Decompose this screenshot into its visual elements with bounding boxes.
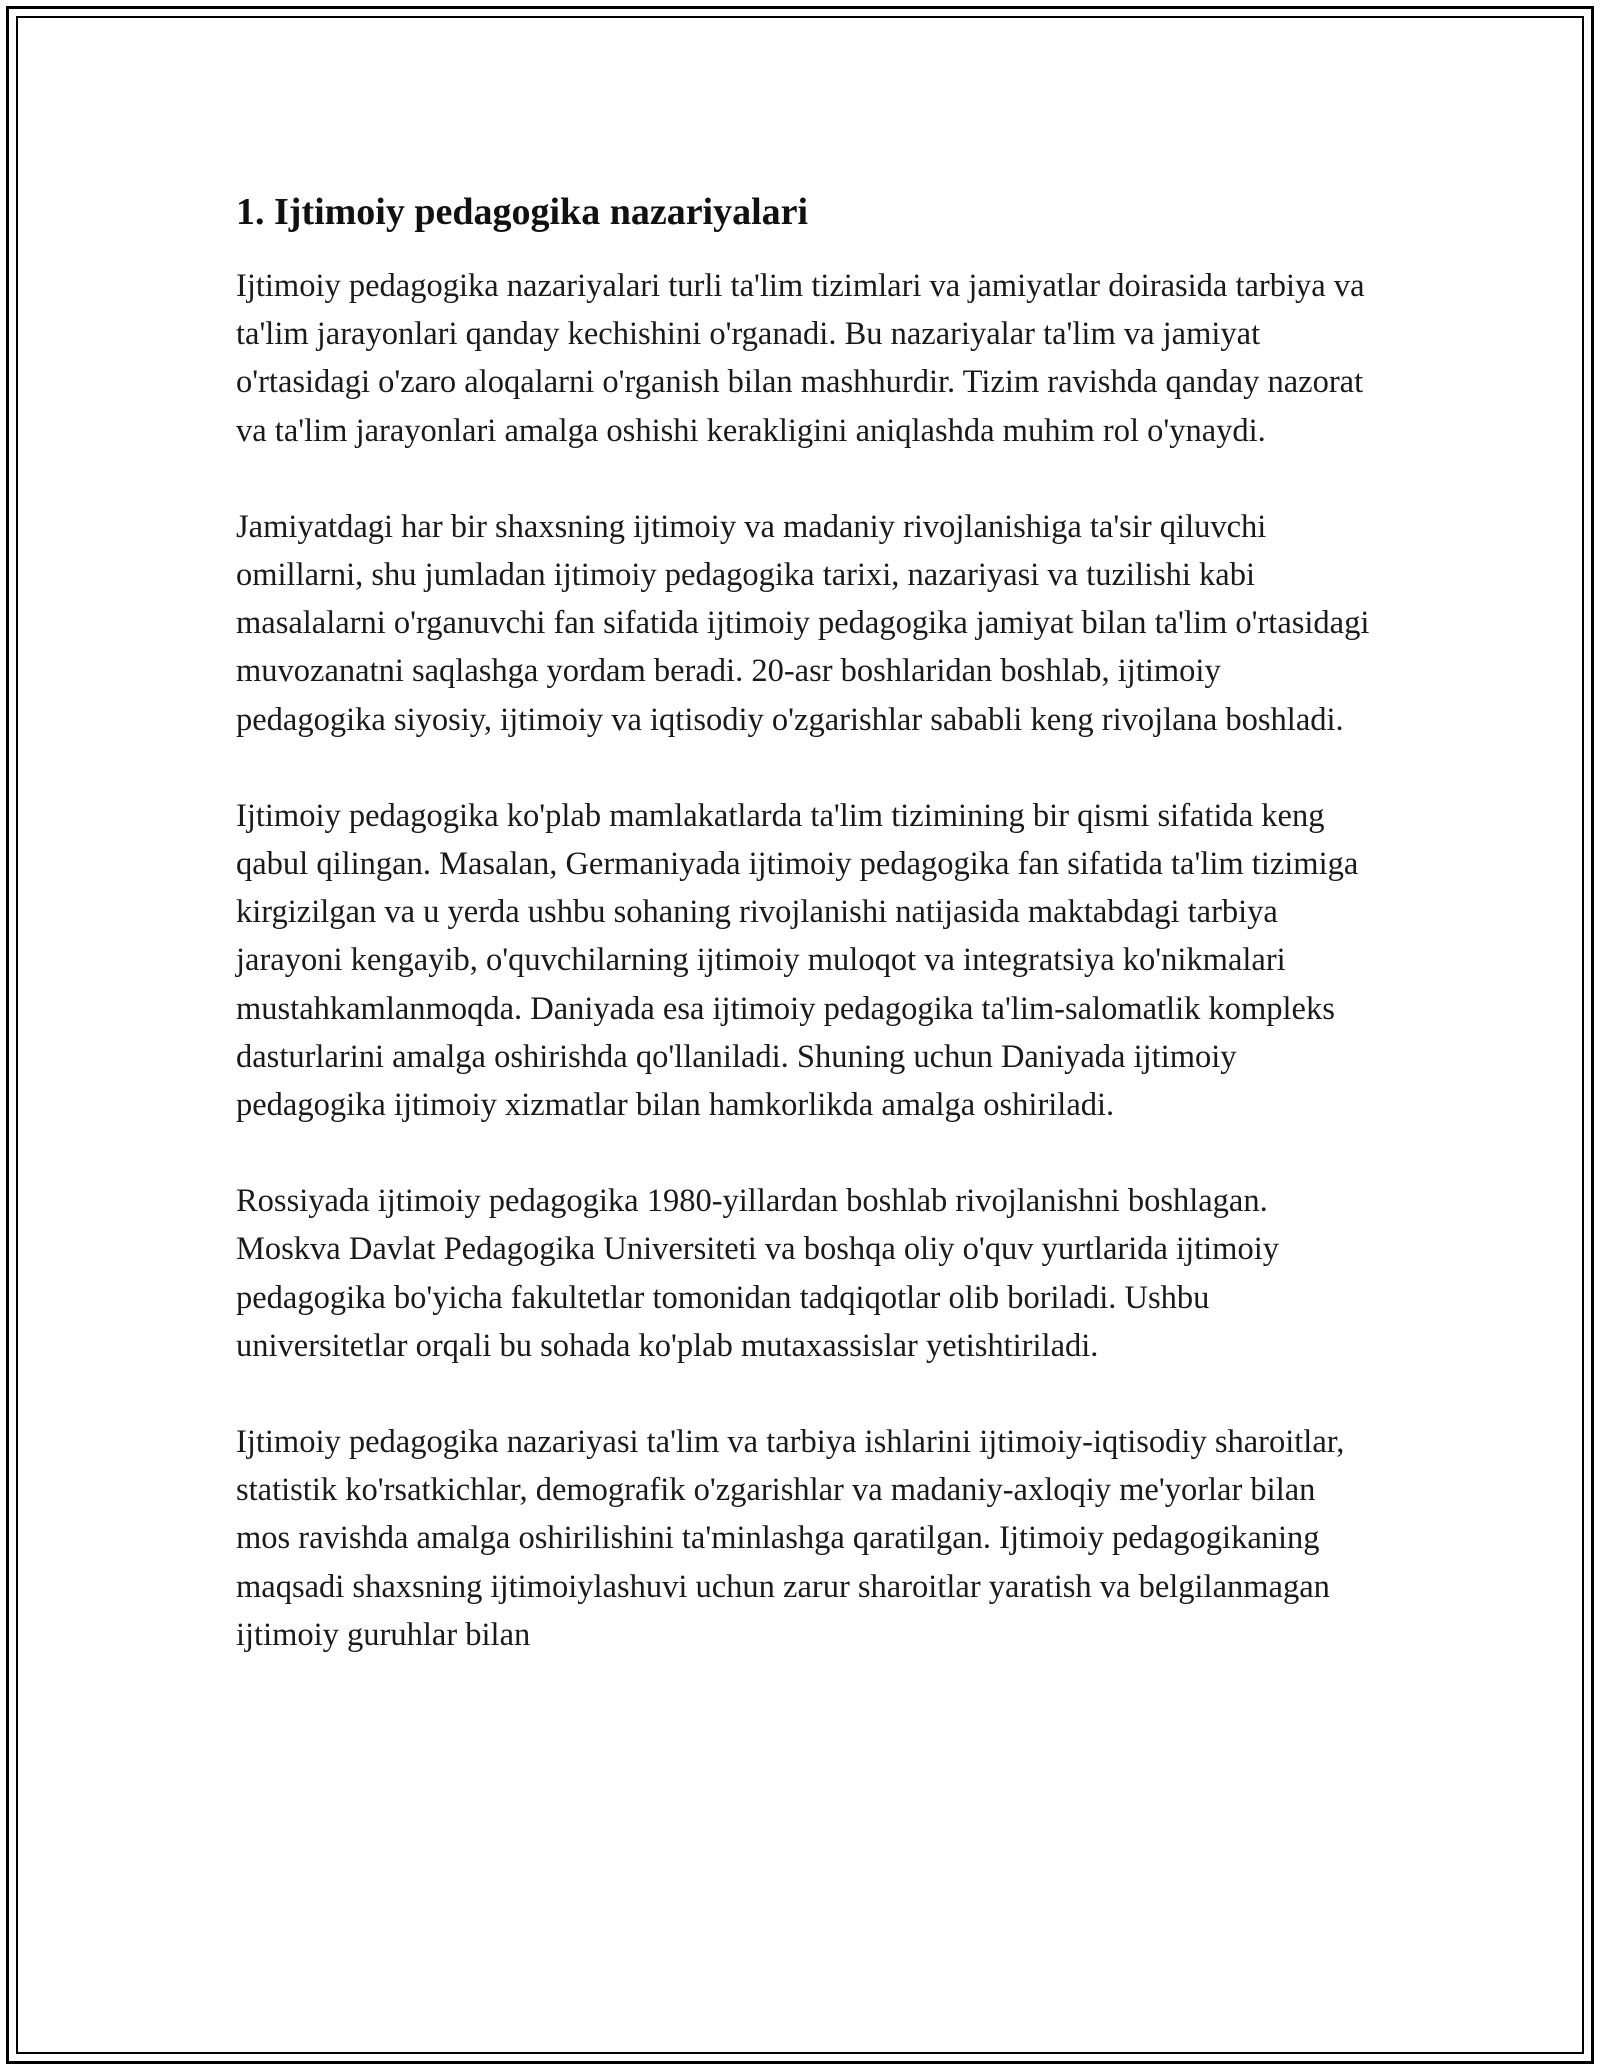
- paragraph-3: Ijtimoiy pedagogika ko'plab mamlakatlarda ta'lim tizimining bir qismi sifatida keng qabul qilingan. Masalan, Germaniyada ijtimoiy pedagogika fan sifatida ta'lim tizimiga kirgizilgan va u yerda ushbu sohaning rivojlanishi natijasida maktabdagi tarbiya jarayoni kengayib, o'quvchilarning ijtimoiy muloqot va integratsiya ko'nikmalari mustahkamlanmoqda. Daniyada esa ijtimoiy pedagogika ta'lim-salomatlik kompleks dasturlarini amalga oshirishda qo'llaniladi. Shuning uchun Daniyada ijtimoiy pedagogika ijtimoiy xizmatlar bilan hamkorlikda amalga oshiriladi.: [236, 797, 1359, 1124]
- paragraph-5: Ijtimoiy pedagogika nazariyasi ta'lim va tarbiya ishlarini ijtimoiy-iqtisodiy sharoitlar, statistik ko'rsatkichlar, demografik o'zgarishlar va madaniy-axloqiy me'yorlar bilan mos ravishda amalga oshirilishini ta'minlashga qaratilgan. Ijtimoiy pedagogikaning maqsadi shaxsning ijtimoiylashuvi uchun zarur sharoitlar yaratish va belgilanmagan ijtimoiy guruhlar bilan: [236, 1424, 1345, 1653]
- paragraph-1: Ijtimoiy pedagogika nazariyalari turli ta'lim tizimlari va jamiyatlar doirasida tarbiya va ta'lim jarayonlari qanday kechishini o'rganadi. Bu nazariyalar ta'lim va jamiyat o'rtasidagi o'zaro aloqalarni o'rganish bilan mashhurdir. Tizim ravishda qanday nazorat va ta'lim jarayonlari amalga oshishi kerakligini aniqlashda muhim rol o'ynaydi.: [236, 268, 1365, 449]
- paragraph-2: Jamiyatdagi har bir shaxsning ijtimoiy va madaniy rivojlanishiga ta'sir qiluvchi omillarni, shu jumladan ijtimoiy pedagogika tarixi, nazariyasi va tuzilishi kabi masalalarni o'rganuvchi fan sifatida ijtimoiy pedagogika jamiyat bilan ta'lim o'rtasidagi muvozanatni saqlashga yordam beradi. 20-asr boshlaridan boshlab, ijtimoiy pedagogika siyosiy, ijtimoiy va iqtisodiy o'zgarishlar sababli keng rivojlana boshladi.: [236, 508, 1370, 738]
- paragraph-4: Rossiyada ijtimoiy pedagogika 1980-yillardan boshlab rivojlanishni boshlagan. Moskva Davlat Pedagogika Universiteti va boshqa oliy o'quv yurtlarida ijtimoiy pedagogika bo'yicha fakultetlar tomonidan tadqiqotlar olib boriladi. Ushbu universitetlar orqali bu sohada ko'plab mutaxassislar yetishtiriladi.: [236, 1183, 1279, 1364]
- document-body: [236, 188, 1371, 1707]
- section-heading: 1. Ijtimoiy pedagogika nazariyalari: [236, 191, 809, 233]
